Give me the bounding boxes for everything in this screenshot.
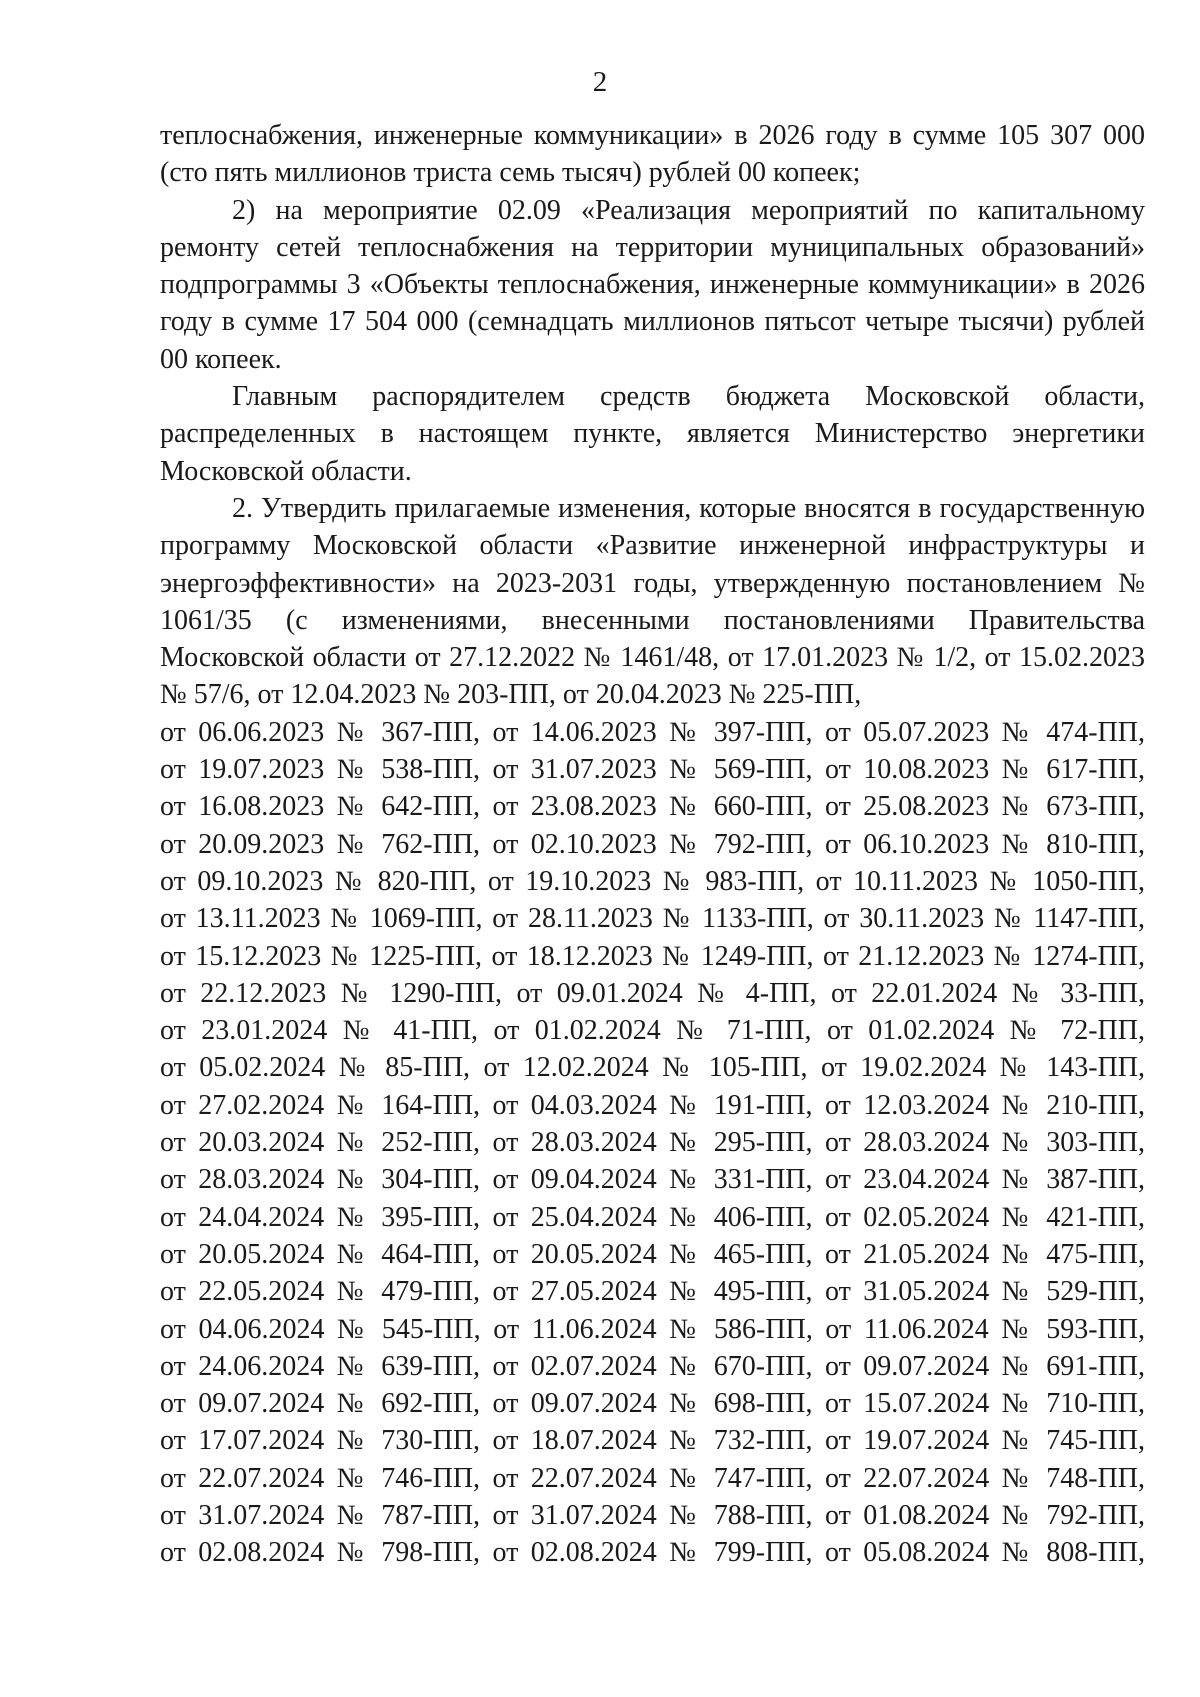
- document-body: [160, 117, 1145, 1572]
- amendment-line: от 16.08.2023 № 642-ПП, от 23.08.2023 № 660-ПП, от 25.08.2023 № 673-ПП,: [160, 791, 1145, 823]
- amendment-line: от 24.06.2024 № 639-ПП, от 02.07.2024 № 670-ПП, от 09.07.2024 № 691-ПП,: [160, 1350, 1145, 1382]
- amendment-list: [160, 714, 1145, 1572]
- amendment-line: от 22.07.2024 № 746-ПП, от 22.07.2024 № 747-ПП, от 22.07.2024 № 748-ПП,: [160, 1462, 1145, 1494]
- amendment-line: от 13.11.2023 № 1069-ПП, от 28.11.2023 № 1133-ПП, от 30.11.2023 № 1147-ПП,: [160, 903, 1145, 935]
- amendment-line: от 15.12.2023 № 1225-ПП, от 18.12.2023 № 1249-ПП, от 21.12.2023 № 1274-ПП,: [160, 940, 1145, 972]
- amendment-line: от 31.07.2024 № 787-ПП, от 31.07.2024 № 788-ПП, от 01.08.2024 № 792-ПП,: [160, 1499, 1145, 1531]
- amendment-line: от 23.01.2024 № 41-ПП, от 01.02.2024 № 71-ПП, от 01.02.2024 № 72-ПП,: [160, 1015, 1145, 1047]
- amendment-line: от 20.03.2024 № 252-ПП, от 28.03.2024 № 295-ПП, от 28.03.2024 № 303-ПП,: [160, 1127, 1145, 1159]
- amendment-line: от 02.08.2024 № 798-ПП, от 02.08.2024 № 799-ПП, от 05.08.2024 № 808-ПП,: [160, 1537, 1145, 1569]
- amendment-line: от 04.06.2024 № 545-ПП, от 11.06.2024 № 586-ПП, от 11.06.2024 № 593-ПП,: [160, 1313, 1145, 1345]
- amendment-line: от 20.05.2024 № 464-ПП, от 20.05.2024 № 465-ПП, от 21.05.2024 № 475-ПП,: [160, 1238, 1145, 1270]
- amendment-line: от 09.07.2024 № 692-ПП, от 09.07.2024 № 698-ПП, от 15.07.2024 № 710-ПП,: [160, 1388, 1145, 1420]
- amendment-line: от 20.09.2023 № 762-ПП, от 02.10.2023 № 792-ПП, от 06.10.2023 № 810-ПП,: [160, 828, 1145, 860]
- amendment-line: от 22.12.2023 № 1290-ПП, от 09.01.2024 № 4-ПП, от 22.01.2024 № 33-ПП,: [160, 977, 1145, 1009]
- page-number: 2: [592, 66, 608, 98]
- amendment-line: от 28.03.2024 № 304-ПП, от 09.04.2024 № 331-ПП, от 23.04.2024 № 387-ПП,: [160, 1164, 1145, 1196]
- paragraph-item-2: 2) на мероприятие 02.09 «Реализация мероприятий по капитальному ремонту сетей теплоснабжения на территории муниципальных образований» подпрограммы 3 «Объекты теплоснабжения, инженерные коммуникации» в 2026 году в сумме 17 504 000 (семнадцать миллионов пятьсот четыре тысячи) рублей 00 копеек.: [160, 194, 1145, 375]
- amendment-line: от 09.10.2023 № 820-ПП, от 19.10.2023 № 983-ПП, от 10.11.2023 № 1050-ПП,: [160, 865, 1145, 897]
- paragraph-main-administrator: Главным распорядителем средств бюджета Московской области, распределенных в настоящем пункте, является Министерство энергетики Московской области.: [160, 381, 1145, 487]
- amendment-line: от 24.04.2024 № 395-ПП, от 25.04.2024 № 406-ПП, от 02.05.2024 № 421-ПП,: [160, 1201, 1145, 1233]
- amendment-line: от 17.07.2024 № 730-ПП, от 18.07.2024 № 732-ПП, от 19.07.2024 № 745-ПП,: [160, 1425, 1145, 1457]
- amendment-line: от 05.02.2024 № 85-ПП, от 12.02.2024 № 105-ПП, от 19.02.2024 № 143-ПП,: [160, 1052, 1145, 1084]
- amendment-line: от 19.07.2023 № 538-ПП, от 31.07.2023 № 569-ПП, от 10.08.2023 № 617-ПП,: [160, 754, 1145, 786]
- amendment-line: от 27.02.2024 № 164-ПП, от 04.03.2024 № 191-ПП, от 12.03.2024 № 210-ПП,: [160, 1089, 1145, 1121]
- amendment-line: от 06.06.2023 № 367-ПП, от 14.06.2023 № 397-ПП, от 05.07.2023 № 474-ПП,: [160, 716, 1145, 748]
- amendment-line: от 22.05.2024 № 479-ПП, от 27.05.2024 № 495-ПП, от 31.05.2024 № 529-ПП,: [160, 1276, 1145, 1308]
- paragraph-approve-changes: 2. Утвердить прилагаемые изменения, которые вносятся в государственную программу Московской области «Развитие инженерной инфраструктуры и энергоэффективности» на 2023-2031 годы, утвержденную постановлением № 1061/35 (с изменениями, внесенными постановлениями Правительства Московской области от 27.12.2022 № 1461/48, от 17.01.2023 № 1/2, от 15.02.2023 № 57/6, от 12.04.2023 № 203-ПП, от 20.04.2023 № 225-ПП,: [160, 492, 1145, 711]
- paragraph-continuation: теплоснабжения, инженерные коммуникации» в 2026 году в сумме 105 307 000 (сто пять миллионов триста семь тысяч) рублей 00 копеек;: [160, 120, 1145, 189]
